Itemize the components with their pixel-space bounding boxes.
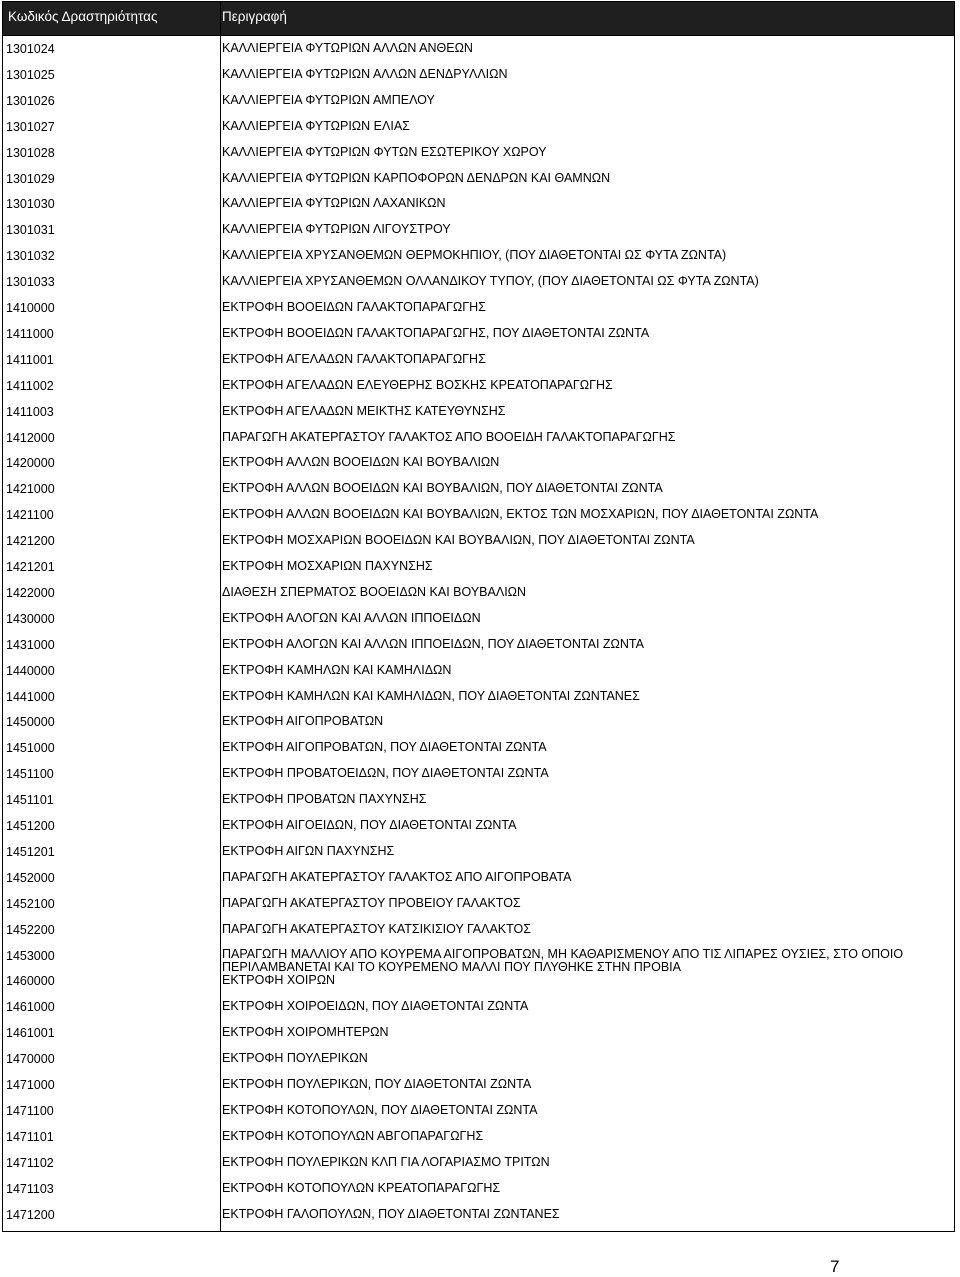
activity-description: ΕΚΤΡΟΦΗ ΑΓΕΛΑΔΩΝ ΕΛΕΥΘΕΡΗΣ ΒΟΣΚΗΣ ΚΡΕΑΤΟΠΑΡΑΓΩΓΗΣ [222,377,613,392]
table-row [3,114,954,140]
activity-description: ΕΚΤΡΟΦΗ ΠΡΟΒΑΤΟΕΙΔΩΝ, ΠΟΥ ΔΙΑΘΕΤΟΝΤΑΙ ΖΩΝΤΑ [222,766,549,781]
activity-code: 1301033 [6,275,55,290]
activity-description: ΕΚΤΡΟΦΗ ΠΟΥΛΕΡΙΚΩΝ, ΠΟΥ ΔΙΑΘΕΤΟΝΤΑΙ ΖΩΝΤΑ [222,1077,532,1091]
activity-code: 1301027 [6,119,55,134]
activity-description: ΕΚΤΡΟΦΗ ΑΙΓΩΝ ΠΑΧΥΝΣΗΣ [222,843,395,858]
activity-description: ΕΚΤΡΟΦΗ ΚΑΜΗΛΩΝ ΚΑΙ ΚΑΜΗΛΙΔΩΝ [222,662,452,677]
activity-description: ΕΚΤΡΟΦΗ ΒΟΟΕΙΔΩΝ ΓΑΛΑΚΤΟΠΑΡΑΓΩΓΗΣ [222,300,486,314]
activity-code: 1451100 [6,767,54,782]
activity-code: 1471000 [6,1078,55,1092]
activity-code: 1452000 [6,870,55,885]
activity-description: ΕΚΤΡΟΦΗ ΑΓΕΛΑΔΩΝ ΓΑΛΑΚΤΟΠΑΡΑΓΩΓΗΣ [222,351,486,366]
activity-code: 1453000 [6,948,55,963]
activity-code: 1411003 [6,404,54,419]
activity-description: ΕΚΤΡΟΦΗ ΧΟΙΡΩΝ [222,973,336,988]
activity-description: ΔΙΑΘΕΣΗ ΣΠΕΡΜΑΤΟΣ ΒΟΟΕΙΔΩΝ ΚΑΙ ΒΟΥΒΑΛΙΩΝ [222,584,527,599]
table-row [3,813,954,839]
table-row [3,943,954,974]
activity-code: 1471103 [6,1181,54,1196]
table-row [3,658,954,684]
table-row [3,787,954,813]
activity-description: ΕΚΤΡΟΦΗ ΑΛΛΩΝ ΒΟΟΕΙΔΩΝ ΚΑΙ ΒΟΥΒΑΛΙΩΝ [222,455,500,470]
activity-description: ΕΚΤΡΟΦΗ ΚΟΤΟΠΟΥΛΩΝ, ΠΟΥ ΔΙΑΘΕΤΟΝΤΑΙ ΖΩΝΤΑ [222,1102,538,1117]
activity-code: 1440000 [6,663,55,678]
activity-description: ΚΑΛΛΙΕΡΓΕΙΑ ΦΥΤΩΡΙΩΝ ΦΥΤΩΝ ΕΣΩΤΕΡΙΚΟΥ ΧΩΡΟΥ [222,144,547,159]
table-header [3,2,954,35]
activity-description: ΕΚΤΡΟΦΗ ΑΛΟΓΩΝ ΚΑΙ ΑΛΛΩΝ ΙΠΠΟΕΙΔΩΝ, ΠΟΥ ΔΙΑΘΕΤΟΝΤΑΙ ΖΩΝΤΑ [222,636,644,651]
table-row [3,891,954,917]
activity-code: 1421000 [6,482,55,497]
table-row [3,968,954,994]
table-row [3,217,954,243]
activity-code: 1411002 [6,378,54,393]
activity-code: 1301028 [6,145,55,160]
table-row [3,606,954,632]
activity-description: ΕΚΤΡΟΦΗ ΠΟΥΛΕΡΙΚΩΝ ΚΛΠ ΓΙΑ ΛΟΓΑΡΙΑΣΜΟ ΤΡΙΤΩΝ [222,1154,550,1169]
table-row [3,399,954,425]
activity-code: 1461000 [6,1000,55,1015]
table-row [3,1098,954,1124]
table-row [3,347,954,373]
activity-description: ΚΑΛΛΙΕΡΓΕΙΑ ΦΥΤΩΡΙΩΝ ΛΙΓΟΥΣΤΡΟΥ [222,222,451,237]
activity-code: 1421200 [6,534,55,549]
table-row [3,684,954,710]
activity-description: ΕΚΤΡΟΦΗ ΚΑΜΗΛΩΝ ΚΑΙ ΚΑΜΗΛΙΔΩΝ, ΠΟΥ ΔΙΑΘΕΤΟΝΤΑΙ ΖΩΝΤΑΝΕΣ [222,688,640,703]
table-row [3,476,954,502]
activity-code: 1301024 [6,42,55,56]
activity-description: ΕΚΤΡΟΦΗ ΑΛΛΩΝ ΒΟΟΕΙΔΩΝ ΚΑΙ ΒΟΥΒΑΛΙΩΝ, ΠΟΥ ΔΙΑΘΕΤΟΝΤΑΙ ΖΩΝΤΑ [222,481,663,496]
activity-description: ΕΚΤΡΟΦΗ ΧΟΙΡΟΕΙΔΩΝ, ΠΟΥ ΔΙΑΘΕΤΟΝΤΑΙ ΖΩΝΤΑ [222,999,529,1014]
activity-code: 1471101 [6,1129,54,1144]
table-row [3,62,954,88]
activity-code: 1452100 [6,896,55,911]
table-row [3,580,954,606]
activity-description: ΕΚΤΡΟΦΗ ΑΙΓΟΠΡΟΒΑΤΩΝ, ΠΟΥ ΔΙΑΘΕΤΟΝΤΑΙ ΖΩΝΤΑ [222,740,547,755]
activity-code: 1470000 [6,1052,55,1067]
activity-code: 1460000 [6,974,55,989]
table-row [3,865,954,891]
activity-code: 1451000 [6,741,55,756]
activity-code: 1430000 [6,611,55,626]
activity-code: 1441000 [6,689,55,704]
activity-code: 1410000 [6,301,55,315]
column-header-description: Περιγραφή [222,9,287,24]
table-row [3,140,954,166]
activity-code: 1451200 [6,819,55,833]
table-row [3,321,954,347]
table-row [3,528,954,554]
activity-code: 1411001 [6,352,54,367]
activity-code: 1301029 [6,171,55,186]
activity-code: 1301025 [6,67,55,82]
activity-description: ΚΑΛΛΙΕΡΓΕΙΑ ΦΥΤΩΡΙΩΝ ΑΛΛΩΝ ΑΝΘΕΩΝ [222,41,473,55]
activity-code: 1301031 [6,223,55,238]
activity-code: 1301026 [6,93,55,108]
activity-code: 1421201 [6,560,55,574]
page-number: 7 [830,1257,840,1276]
activity-description: ΕΚΤΡΟΦΗ ΓΑΛΟΠΟΥΛΩΝ, ΠΟΥ ΔΙΑΘΕΤΟΝΤΑΙ ΖΩΝΤΑΝΕΣ [222,1206,560,1221]
activity-description: ΕΚΤΡΟΦΗ ΒΟΟΕΙΔΩΝ ΓΑΛΑΚΤΟΠΑΡΑΓΩΓΗΣ, ΠΟΥ ΔΙΑΘΕΤΟΝΤΑΙ ΖΩΝΤΑ [222,325,650,340]
activity-description: ΚΑΛΛΙΕΡΓΕΙΑ ΦΥΤΩΡΙΩΝ ΑΛΛΩΝ ΔΕΝΔΡΥΛΛΙΩΝ [222,66,508,81]
table-row [3,1176,954,1202]
table-row [3,373,954,399]
activity-code: 1451101 [6,793,54,808]
table-row [3,839,954,865]
table-row [3,1020,954,1046]
activity-code: 1421100 [6,508,54,523]
table-row [3,502,954,528]
activity-description: ΚΑΛΛΙΕΡΓΕΙΑ ΧΡΥΣΑΝΘΕΜΩΝ ΟΛΛΑΝΔΙΚΟΥ ΤΥΠΟΥ, (ΠΟΥ ΔΙΑΘΕΤΟΝΤΑΙ ΩΣ ΦΥΤΑ ΖΩΝΤΑ) [222,274,759,289]
column-header-code: Κωδικός Δραστηριότητας [8,9,158,24]
activity-code: 1422000 [6,585,55,600]
table-row [3,36,954,62]
activity-code: 1471100 [6,1103,54,1118]
activity-code: 1452200 [6,922,55,937]
table-row [3,425,954,451]
activity-description: ΚΑΛΛΙΕΡΓΕΙΑ ΦΥΤΩΡΙΩΝ ΑΜΠΕΛΟΥ [222,92,435,107]
activity-code: 1451201 [6,844,55,859]
table-row [3,1046,954,1072]
table-row [3,632,954,658]
activity-description: ΕΚΤΡΟΦΗ ΑΙΓΟΠΡΟΒΑΤΩΝ [222,714,384,729]
table-row [3,1150,954,1176]
activity-description: ΕΚΤΡΟΦΗ ΠΟΥΛΕΡΙΚΩΝ [222,1051,368,1066]
table-row [3,1072,954,1098]
activity-description: ΕΚΤΡΟΦΗ ΑΛΟΓΩΝ ΚΑΙ ΑΛΛΩΝ ΙΠΠΟΕΙΔΩΝ [222,610,481,625]
table-row [3,166,954,192]
table-row [3,761,954,787]
activity-description: ΠΑΡΑΓΩΓΗ ΜΑΛΛΙΟΥ ΑΠΟ ΚΟΥΡΕΜΑ ΑΙΓΟΠΡΟΒΑΤΩΝ, ΜΗ ΚΑΘΑΡΙΣΜΕΝΟΥ ΑΠΟ ΤΙΣ ΛΙΠΑΡΕΣ ΟΥΣΙΕΣ, ΣΤΟ ΟΠΟΙΟ ΠΕΡΙΛΑΜΒΑΝΕΤΑΙ ΚΑΙ ΤΟ ΚΟΥΡΕΜΕΝΟ ΜΑΛΛΙ ΠΟΥ ΠΛΥΘΗΚΕ ΣΤΗΝ ΠΡΟΒΙΑ [222,946,904,974]
activity-description: ΕΚΤΡΟΦΗ ΚΟΤΟΠΟΥΛΩΝ ΑΒΓΟΠΑΡΑΓΩΓΗΣ [222,1128,484,1143]
activity-code: 1412000 [6,430,55,445]
table-row [3,554,954,580]
table-row [3,994,954,1020]
table-row [3,295,954,321]
activity-description: ΕΚΤΡΟΦΗ ΜΟΣΧΑΡΙΩΝ ΠΑΧΥΝΣΗΣ [222,559,433,573]
activity-code: 1431000 [6,637,55,652]
activity-description: ΕΚΤΡΟΦΗ ΑΓΕΛΑΔΩΝ ΜΕΙΚΤΗΣ ΚΑΤΕΥΘΥΝΣΗΣ [222,403,506,418]
activity-description: ΕΚΤΡΟΦΗ ΠΡΟΒΑΤΩΝ ΠΑΧΥΝΣΗΣ [222,792,427,807]
activity-description: ΕΚΤΡΟΦΗ ΑΙΓΟΕΙΔΩΝ, ΠΟΥ ΔΙΑΘΕΤΟΝΤΑΙ ΖΩΝΤΑ [222,818,517,832]
table-row [3,269,954,295]
activity-description: ΚΑΛΛΙΕΡΓΕΙΑ ΦΥΤΩΡΙΩΝ ΕΛΙΑΣ [222,118,410,133]
activity-description: ΚΑΛΛΙΕΡΓΕΙΑ ΦΥΤΩΡΙΩΝ ΛΑΧΑΝΙΚΩΝ [222,196,446,211]
activity-description: ΕΚΤΡΟΦΗ ΧΟΙΡΟΜΗΤΕΡΩΝ [222,1025,389,1040]
table-row [3,88,954,114]
table-row [3,1124,954,1150]
activity-code: 1420000 [6,456,55,471]
activity-code: 1411000 [6,326,54,341]
table-row [3,709,954,735]
table-row [3,243,954,269]
activity-code: 1471102 [6,1155,54,1170]
table-row [3,191,954,217]
activity-code: 1461001 [6,1026,55,1041]
activity-code: 1301032 [6,249,55,264]
table-row [3,917,954,943]
activity-description: ΠΑΡΑΓΩΓΗ ΑΚΑΤΕΡΓΑΣΤΟΥ ΓΑΛΑΚΤΟΣ ΑΠΟ ΒΟΟΕΙΔΗ ΓΑΛΑΚΤΟΠΑΡΑΓΩΓΗΣ [222,429,676,444]
activity-code: 1301030 [6,197,55,212]
activity-description: ΕΚΤΡΟΦΗ ΜΟΣΧΑΡΙΩΝ ΒΟΟΕΙΔΩΝ ΚΑΙ ΒΟΥΒΑΛΙΩΝ, ΠΟΥ ΔΙΑΘΕΤΟΝΤΑΙ ΖΩΝΤΑ [222,533,695,548]
activity-description: ΕΚΤΡΟΦΗ ΚΟΤΟΠΟΥΛΩΝ ΚΡΕΑΤΟΠΑΡΑΓΩΓΗΣ [222,1180,501,1195]
activity-description: ΠΑΡΑΓΩΓΗ ΑΚΑΤΕΡΓΑΣΤΟΥ ΚΑΤΣΙΚΙΣΙΟΥ ΓΑΛΑΚΤΟΣ [222,921,532,936]
activity-code: 1471200 [6,1207,55,1222]
activity-description: ΕΚΤΡΟΦΗ ΑΛΛΩΝ ΒΟΟΕΙΔΩΝ ΚΑΙ ΒΟΥΒΑΛΙΩΝ, ΕΚΤΟΣ ΤΩΝ ΜΟΣΧΑΡΙΩΝ, ΠΟΥ ΔΙΑΘΕΤΟΝΤΑΙ ΖΩΝΤΑ [222,507,819,522]
table-row [3,735,954,761]
activity-description: ΠΑΡΑΓΩΓΗ ΑΚΑΤΕΡΓΑΣΤΟΥ ΠΡΟΒΕΙΟΥ ΓΑΛΑΚΤΟΣ [222,895,521,910]
activity-description: ΚΑΛΛΙΕΡΓΕΙΑ ΧΡΥΣΑΝΘΕΜΩΝ ΘΕΡΜΟΚΗΠΙΟΥ, (ΠΟΥ ΔΙΑΘΕΤΟΝΤΑΙ ΩΣ ΦΥΤΑ ΖΩΝΤΑ) [222,248,727,263]
activity-description: ΠΑΡΑΓΩΓΗ ΑΚΑΤΕΡΓΑΣΤΟΥ ΓΑΛΑΚΤΟΣ ΑΠΟ ΑΙΓΟΠΡΟΒΑΤΑ [222,869,572,884]
activity-description: ΚΑΛΛΙΕΡΓΕΙΑ ΦΥΤΩΡΙΩΝ ΚΑΡΠΟΦΟΡΩΝ ΔΕΝΔΡΩΝ ΚΑΙ ΘΑΜΝΩΝ [222,170,611,185]
activity-table [2,1,955,1232]
activity-code: 1450000 [6,715,55,730]
table-row [3,450,954,476]
table-row [3,1202,954,1228]
